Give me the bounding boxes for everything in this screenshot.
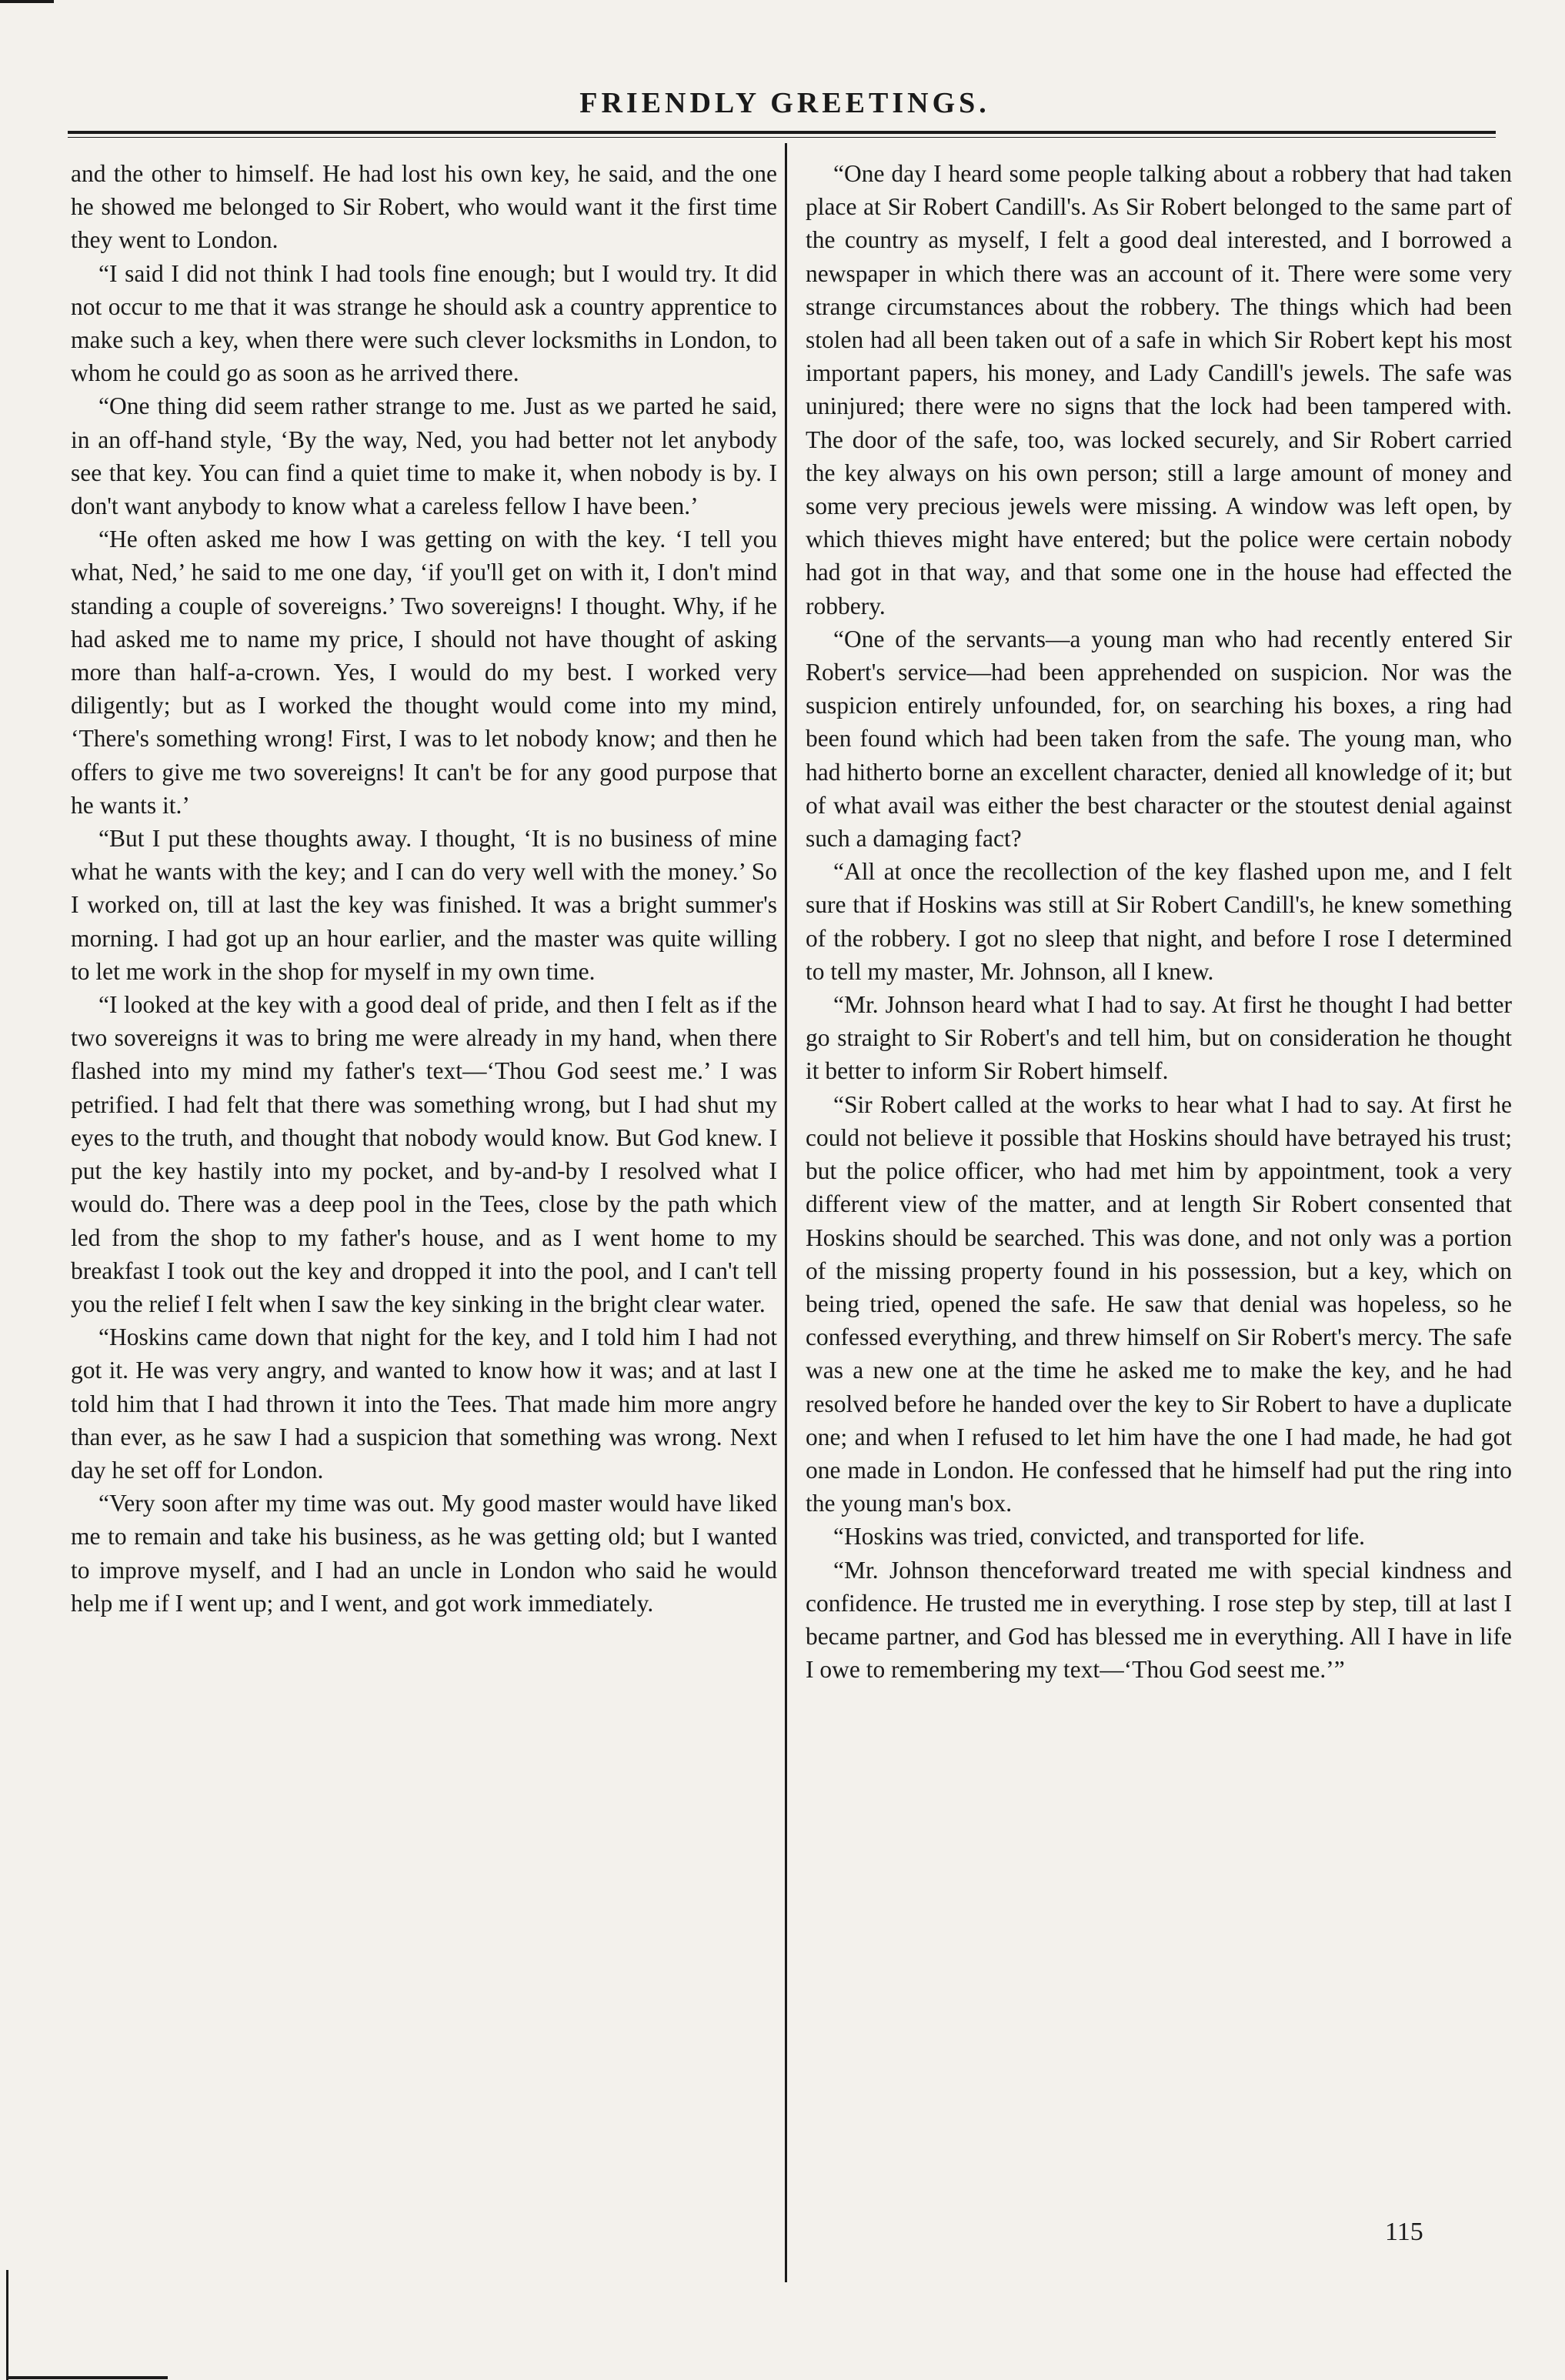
paragraph: “All at once the recollection of the key flashed upon me, and I felt sure that if Hoskins was still at Sir Robert Candill's, he knew something of the robbery. I got no sleep that night, and before I rose I determined to tell my master, Mr. Johnson, all I knew. [806,858,1512,985]
paragraph: “One thing did seem rather strange to me. Just as we parted he said, in an off-hand style, ‘By the way, Ned, you had better not let anybody see that key. You can find a quiet time to make it, when nobody is by. I don't want anybody to know what a careless fellow I have been.’ [71,392,777,520]
paragraph: “He often asked me how I was getting on with the key. ‘I tell you what, Ned,’ he said to me one day, ‘if you'll get on with it, I don't mind standing a couple of sovereigns.’ Two sovereigns! I thought. Why, if he had asked me to name my price, I should not have thought of asking more than half-a-crown. Yes, I would do my best. I worked very diligently; but as I worked the thought would come into my mind, ‘There's something wrong! First, I was to let nobody know; and then he offers to give me two sovereigns! It can't be for any good purpose that he wants it.’ [71,526,777,819]
paragraph: and the other to himself. He had lost his own key, he said, and the one he showed me belonged to Sir Robert, who would want it the first time they went to London. [71,160,777,254]
paragraph: “Hoskins came down that night for the key, and I told him I had not got it. He was very angry, and wanted to know how it was; and at last I told him that I had thrown it into the Tees. That made him more angry than ever, as he saw I had a suspicion that something was wrong. Next day he set off for London. [71,1324,777,1484]
running-header: FRIENDLY GREETINGS. [579,87,990,119]
paragraph: “I said I did not think I had tools fine enough; but I would try. It did not occur to me that it was strange he should ask a country apprentice to make such a key, when there were such clever locksmiths in London, to whom he could go as soon as he arrived there. [71,259,777,387]
paragraph: “But I put these thoughts away. I thought, ‘It is no business of mine what he wants with the key; and I can do very well with the money.’ So I worked on, till at last the key was finished. It was a bright summer's morning. I had got up an hour earlier, and the master was quite willing to let me work in the shop for myself in my own time. [71,825,777,985]
left-column [71,157,777,1620]
paragraph: “Hoskins was tried, convicted, and transported for life. [833,1523,1366,1551]
scan-edge-left [6,2270,8,2380]
column-divider [785,143,787,2282]
paragraph: “Sir Robert called at the works to hear what I had to say. At first he could not believe it possible that Hoskins should have betrayed his trust; but the police officer, who had met him by appointment, took a very different view of the matter, and at length Sir Robert consented that Hoskins should be searched. This was done, and not only was a portion of the missing property found in his possession, but a key, which on being tried, opened the safe. He saw that denial was hopeless, so he confessed everything, and threw himself on Sir Robert's mercy. The safe was a new one at the time he asked me to make the key, and he had resolved before he handed over the key to Sir Robert to have a duplicate one; and when I refused to let him have the one I had made, he had got one made in London. He confessed that he himself had put the ring into the young man's box. [806,1090,1512,1517]
paragraph: “I looked at the key with a good deal of pride, and then I felt as if the two sovereigns it was to bring me were already in my hand, when there flashed into my mind my father's text—‘Thou God seest me.’ I was petrified. I had felt that there was something wrong, but I had shut my eyes to the truth, and thought that nobody would know. But God knew. I put the key hastily into my pocket, and by-and-by I resolved what I would do. There was a deep pool in the Tees, close by the path which led from the shop to my father's house, and as I went home to my breakfast I took out the key and dropped it into the pool, and I can't tell you the relief I felt when I saw the key sinking in the bright clear water. [71,991,777,1317]
paragraph: “Mr. Johnson thenceforward treated me with special kindness and confidence. He trusted me in everything. I rose step by step, till at last I became partner, and God has blessed me in everything. All I have in life I owe to remembering my text—‘Thou God seest me.’” [806,1556,1512,1684]
header-rule [68,131,1496,134]
right-column [806,157,1512,1686]
paragraph: “Mr. Johnson heard what I had to say. At first he thought I had better go straight to Sir Robert's and tell him, but on consideration he thought it better to inform Sir Robert himself. [806,991,1512,1085]
paragraph: “One day I heard some people talking about a robbery that had taken place at Sir Robert Candill's. As Sir Robert belonged to the same part of the country as myself, I felt a good deal interested, and I borrowed a newspaper in which there was an account of it. There were some very strange circumstances about the robbery. The things which had been stolen had all been taken out of a safe in which Sir Robert kept his most important papers, his money, and Lady Candill's jewels. The safe was uninjured; there were no signs that the lock had been tampered with. The door of the safe, too, was locked securely, and Sir Robert carried the key always on his own person; still a large amount of money and some very precious jewels were missing. A window was left open, by which thieves might have entered; but the police were certain nobody had got in that way, and that some one in the house had effected the robbery. [806,160,1512,619]
paragraph: “One of the servants—a young man who had recently entered Sir Robert's service—had been apprehended on suspicion. Nor was the suspicion entirely unfounded, for, on searching his boxes, a ring had been found which had been taken from the safe. The young man, who had hitherto borne an excellent character, denied all knowledge of it; but of what avail was either the best character or the stoutest denial against such a damaging fact? [806,625,1512,853]
scan-edge-top [0,0,54,3]
paragraph: “Very soon after my time was out. My good master would have liked me to remain and take his business, as he was getting old; but I wanted to improve myself, and I had an uncle in London who said he would help me if I went up; and I went, and got work immediately. [71,1490,777,1617]
page-number: 115 [1385,2218,1423,2246]
header-rule-thin [68,137,1496,138]
scan-edge-bottom [6,2376,168,2379]
